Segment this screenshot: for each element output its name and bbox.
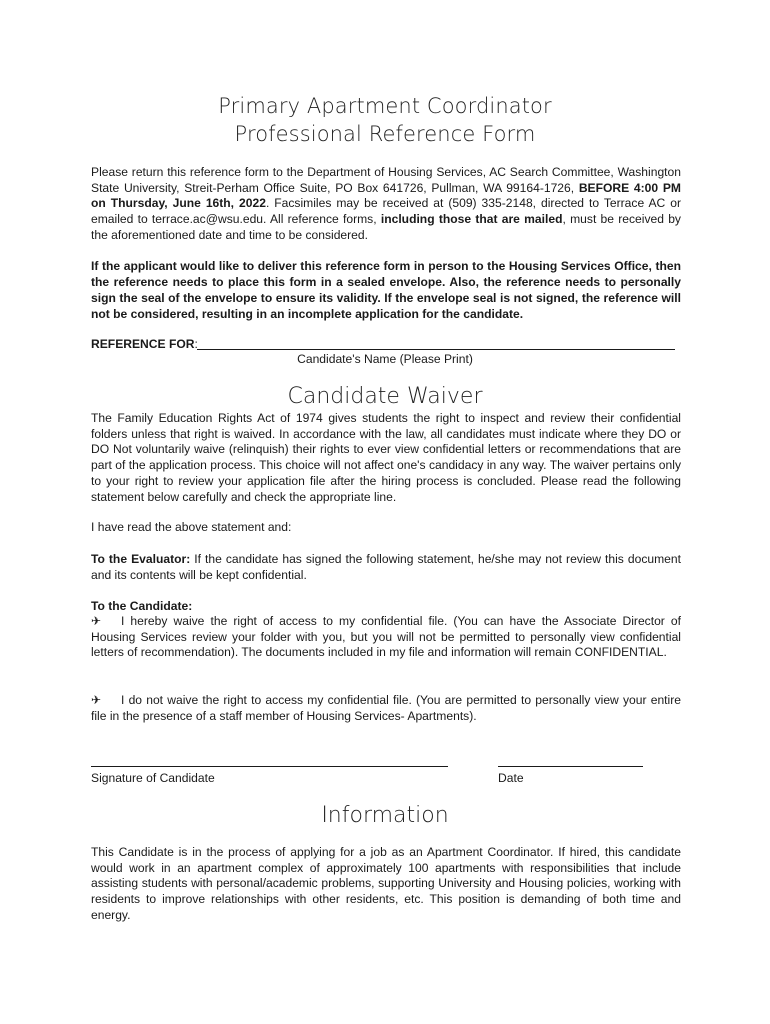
waiver-body: The Family Education Rights Act of 1974 gives students the right to inspect and review their confidential folders unless that right is waived. In accordance with the law, all candidates must indicate where they DO or DO Not voluntarily waive (relinquish) their rights to ever view confidential letters or recommendations that are part of the application process. This choice will not affect one's candidacy in any way. The waiver pertains only to your right to review your application file after the hiring process is concluded. Please read the following statement below carefully and check the appropriate line. xyxy=(91,411,681,504)
page-title-line2: Professional Reference Form xyxy=(234,122,536,146)
intro-text-part2: . Facsimiles may be received at (509) 335-2148, directed to Terrace AC or emailed to terrace.ac@wsu.edu. All reference forms, xyxy=(91,196,682,227)
candidate-label: To the Candidate: xyxy=(91,599,193,613)
evaluator-label: To the Evaluator: xyxy=(91,552,191,566)
airplane-icon: ✈ xyxy=(91,693,102,707)
not-waive-option[interactable] xyxy=(91,693,681,724)
candidate-name-field[interactable] xyxy=(197,349,675,350)
signature-line[interactable] xyxy=(91,766,448,767)
deadline-text: BEFORE 4:00 PM on Thursday, June 16th, 2022 xyxy=(91,180,681,211)
intro-text-part3: , must be received by the aforementioned date and time to be considered. xyxy=(91,212,681,242)
date-line[interactable] xyxy=(498,766,643,767)
page-title-line1: Primary Apartment Coordinator xyxy=(218,94,552,118)
not-waive-option-text: I do not waive the right to access my confidential file. (You are permitted to personally view your entire file in the presence of a staff member of Housing Services- Apartments). xyxy=(91,693,681,723)
candidate-waiver-heading: Candidate Waiver xyxy=(287,384,483,409)
candidate-label-row xyxy=(91,599,192,613)
date-label: Date xyxy=(498,771,524,785)
candidate-name-caption: Candidate's Name (Please Print) xyxy=(297,352,473,366)
intro-text-part1: Please return this reference form to the Department of Housing Services, AC Search Committee, Washington State University, Streit-Perham Office Suite, PO Box 641726, Pullman, WA 99164-1726, xyxy=(91,165,681,195)
information-heading: Information xyxy=(321,803,449,828)
reference-for-label: REFERENCE FOR xyxy=(91,337,195,351)
signature-label: Signature of Candidate xyxy=(91,771,215,785)
airplane-icon: ✈ xyxy=(91,614,102,628)
reference-for-colon: : xyxy=(194,337,198,351)
evaluator-paragraph xyxy=(91,552,681,583)
delivery-notice: If the applicant would like to deliver this reference form in person to the Housing Services Office, then the reference needs to place this form in a sealed envelope. Also, the reference needs to personally sign the seal of the envelope to ensure its validity. If the envelope seal is not signed, the reference will not be considered, resulting in an incomplete application for the candidate. xyxy=(91,259,681,321)
mailed-emphasis: including those that are mailed xyxy=(380,212,563,227)
statement-intro: I have read the above statement and: xyxy=(91,520,292,534)
evaluator-text: If the candidate has signed the following statement, he/she may not review this document and its contents will be kept confidential. xyxy=(91,552,681,582)
information-body: This Candidate is in the process of applying for a job as an Apartment Coordinator. If hired, this candidate would work in an apartment complex of approximately 100 apartments with responsibilities that include assisting students with personal/academic problems, supporting University and Housing policies, working with residents to improve relationships with other residents, etc. This position is demanding of both time and energy. xyxy=(91,845,681,922)
reference-for-row xyxy=(91,337,198,351)
intro-paragraph xyxy=(91,165,681,244)
waive-option-text: I hereby waive the right of access to my confidential file. (You can have the Associate Director of Housing Services review your folder with you, but you will not be permitted to personally view confidential letters of recommendation). The documents included in my file and information will remain CONFIDENTIAL. xyxy=(91,614,681,660)
waive-option[interactable] xyxy=(91,614,681,661)
